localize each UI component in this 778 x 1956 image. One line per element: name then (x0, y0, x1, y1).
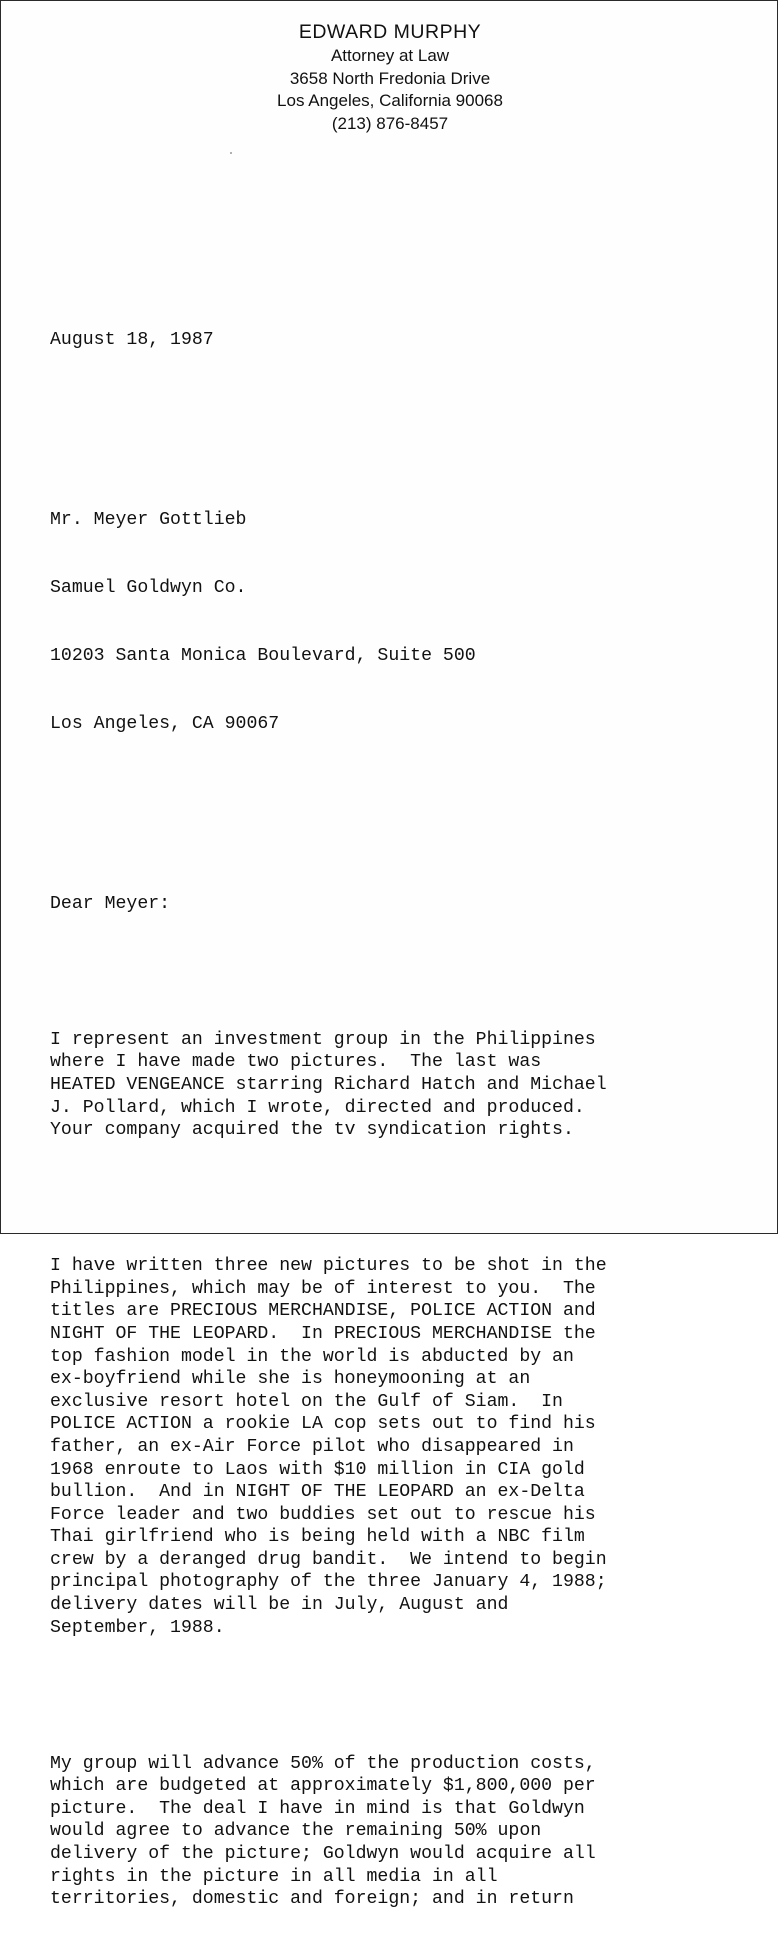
paragraph-line: where I have made two pictures. The last was (50, 1052, 542, 1073)
paragraph (50, 1255, 765, 1639)
paragraph (50, 1029, 765, 1142)
paragraph-line: J. Pollard, which I wrote, directed and produced. (50, 1097, 585, 1118)
paragraph-line: Philippines, which may be of interest to you. The (50, 1278, 596, 1299)
paragraph-line: Your company acquired the tv syndication rights. (50, 1120, 574, 1141)
paragraph-line: My group will advance 50% of the production costs, (50, 1753, 596, 1774)
paragraph-line: NIGHT OF THE LEOPARD. In PRECIOUS MERCHANDISE the (50, 1323, 596, 1344)
sender-phone: (213) 876-8457 (331, 113, 449, 133)
paragraph-line: picture. The deal I have in mind is that Goldwyn (50, 1798, 585, 1819)
paragraph-line: bullion. And in NIGHT OF THE LEOPARD an ex-Delta (50, 1482, 585, 1503)
paragraph-line: would agree to advance the remaining 50% upon (50, 1821, 542, 1842)
salutation: Dear Meyer: (50, 893, 171, 914)
paragraph-line: father, an ex-Air Force pilot who disappeared in (50, 1436, 574, 1457)
recipient-line: 10203 Santa Monica Boulevard, Suite 500 (50, 645, 476, 666)
paragraph-line: delivery dates will be in July, August and (50, 1595, 509, 1616)
recipient-line: Los Angeles, CA 90067 (50, 713, 280, 734)
paragraph-line: delivery of the picture; Goldwyn would acquire all (50, 1844, 596, 1864)
recipient-block (50, 464, 765, 780)
paragraph-line: which are budgeted at approximately $1,800,000 per (50, 1776, 596, 1797)
recipient-line: Samuel Goldwyn Co. (50, 578, 247, 599)
letterhead (1, 20, 778, 135)
paragraph-line: Force leader and two buddies set out to rescue his (50, 1504, 596, 1525)
sender-name: EDWARD MURPHY (298, 21, 482, 43)
paragraph-line: I represent an investment group in the Philippines (50, 1029, 596, 1050)
paragraph-line: top fashion model in the world is abducted by an (50, 1346, 574, 1367)
paragraph-line: exclusive resort hotel on the Gulf of Siam. In (50, 1391, 563, 1412)
paragraph-line: Thai girlfriend who is being held with a NBC film (50, 1527, 585, 1548)
paragraph-line: territories, domestic and foreign; and in return (50, 1889, 574, 1910)
sender-street: 3658 North Fredonia Drive (289, 68, 491, 88)
paragraph-line: crew by a deranged drug bandit. We intend to begin (50, 1549, 607, 1570)
paragraph (50, 1753, 765, 1911)
paragraph-line: POLICE ACTION a rookie LA cop sets out to find his (50, 1414, 596, 1435)
paragraph-line: 1968 enroute to Laos with $10 million in CIA gold (50, 1459, 585, 1480)
paragraph-line: I have written three new pictures to be shot in the (50, 1256, 607, 1277)
paragraph-line: HEATED VENGEANCE starring Richard Hatch and Michael (50, 1075, 607, 1095)
paragraph-line: titles are PRECIOUS MERCHANDISE, POLICE ACTION and (50, 1301, 596, 1322)
letter-body (50, 284, 765, 1956)
paper-speck (230, 152, 232, 154)
paragraph-line: ex-boyfriend while she is honeymooning at an (50, 1369, 531, 1390)
sender-city: Los Angeles, California 90068 (277, 91, 503, 110)
paragraph-line: rights in the picture in all media in all (50, 1866, 498, 1887)
paragraph-line: principal photography of the three January 4, 1988; (50, 1572, 607, 1593)
paragraph-line: September, 1988. (50, 1617, 225, 1638)
sender-title: Attorney at Law (330, 46, 450, 65)
letter-date: August 18, 1987 (50, 330, 214, 351)
recipient-line: Mr. Meyer Gottlieb (50, 510, 247, 531)
